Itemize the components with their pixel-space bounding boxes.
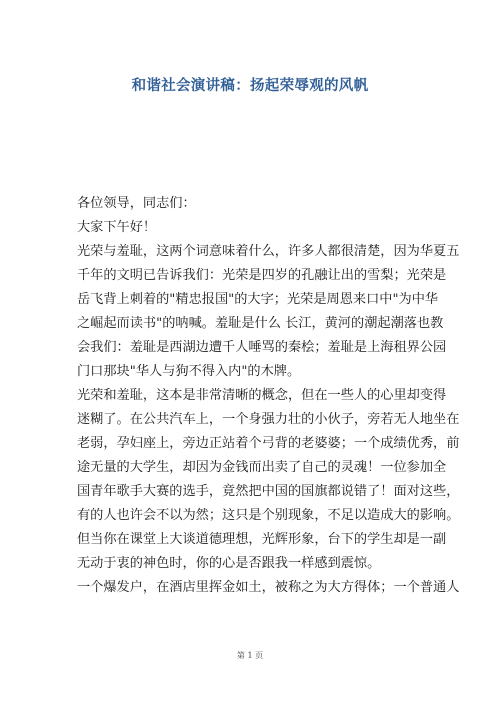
text-line: 光荣与羞耻，这两个词意味着什么，许多人都很清楚，因为华夏五 <box>77 244 460 259</box>
text-line: 无动于衷的神色时，你的心是否跟我一样感到震惊。 <box>77 556 381 571</box>
page-number: 第 1 页 <box>236 651 264 660</box>
text-line: 但当你在课堂上大谈道德理想，光辉形象，台下的学生却是一副 <box>77 532 447 547</box>
text-line: 途无量的大学生，却因为金钱而出卖了自己的灵魂！一位参加全 <box>77 460 447 475</box>
text-line: 国青年歌手大赛的选手，竟然把中国的国旗都说错了！面对这些， <box>77 484 460 499</box>
text-line: 之崛起而读书"的呐喊。羞耻是什么 长江，黄河的潮起潮落也教 <box>77 316 444 331</box>
text-line: 一个爆发户，在酒店里挥金如土，被称之为大方得体；一个普通人 <box>77 580 460 595</box>
text-line: 大家下午好！ <box>77 220 157 235</box>
text-line: 老弱，孕妇座上，旁边正站着个弓背的老婆婆；一个成绩优秀，前 <box>77 436 460 451</box>
text-line: 千年的文明已告诉我们：光荣是四岁的孔融让出的雪梨；光荣是 <box>77 268 447 283</box>
document-title: 和谐社会演讲稿：扬起荣辱观的风帆 <box>131 78 369 94</box>
text-line: 门口那块"华人与狗不得入内"的木牌。 <box>77 364 301 379</box>
text-line: 有的人也许会不以为然；这只是个别现象，不足以造成大的影响。 <box>77 508 460 523</box>
text-line: 光荣和羞耻，这本是非常清晰的概念，但在一些人的心里却变得 <box>77 388 447 403</box>
document-body <box>77 192 460 600</box>
text-line: 各位领导，同志们： <box>77 196 196 211</box>
text-line: 岳飞背上刺着的"精忠报国"的大字；光荣是周恩来口中"为中华 <box>77 292 439 307</box>
text-line: 迷糊了。在公共汽车上，一个身强力壮的小伙子，旁若无人地坐在 <box>77 412 460 427</box>
text-line: 会我们：羞耻是西湖边遭千人唾骂的秦桧；羞耻是上海租界公园 <box>77 340 447 355</box>
